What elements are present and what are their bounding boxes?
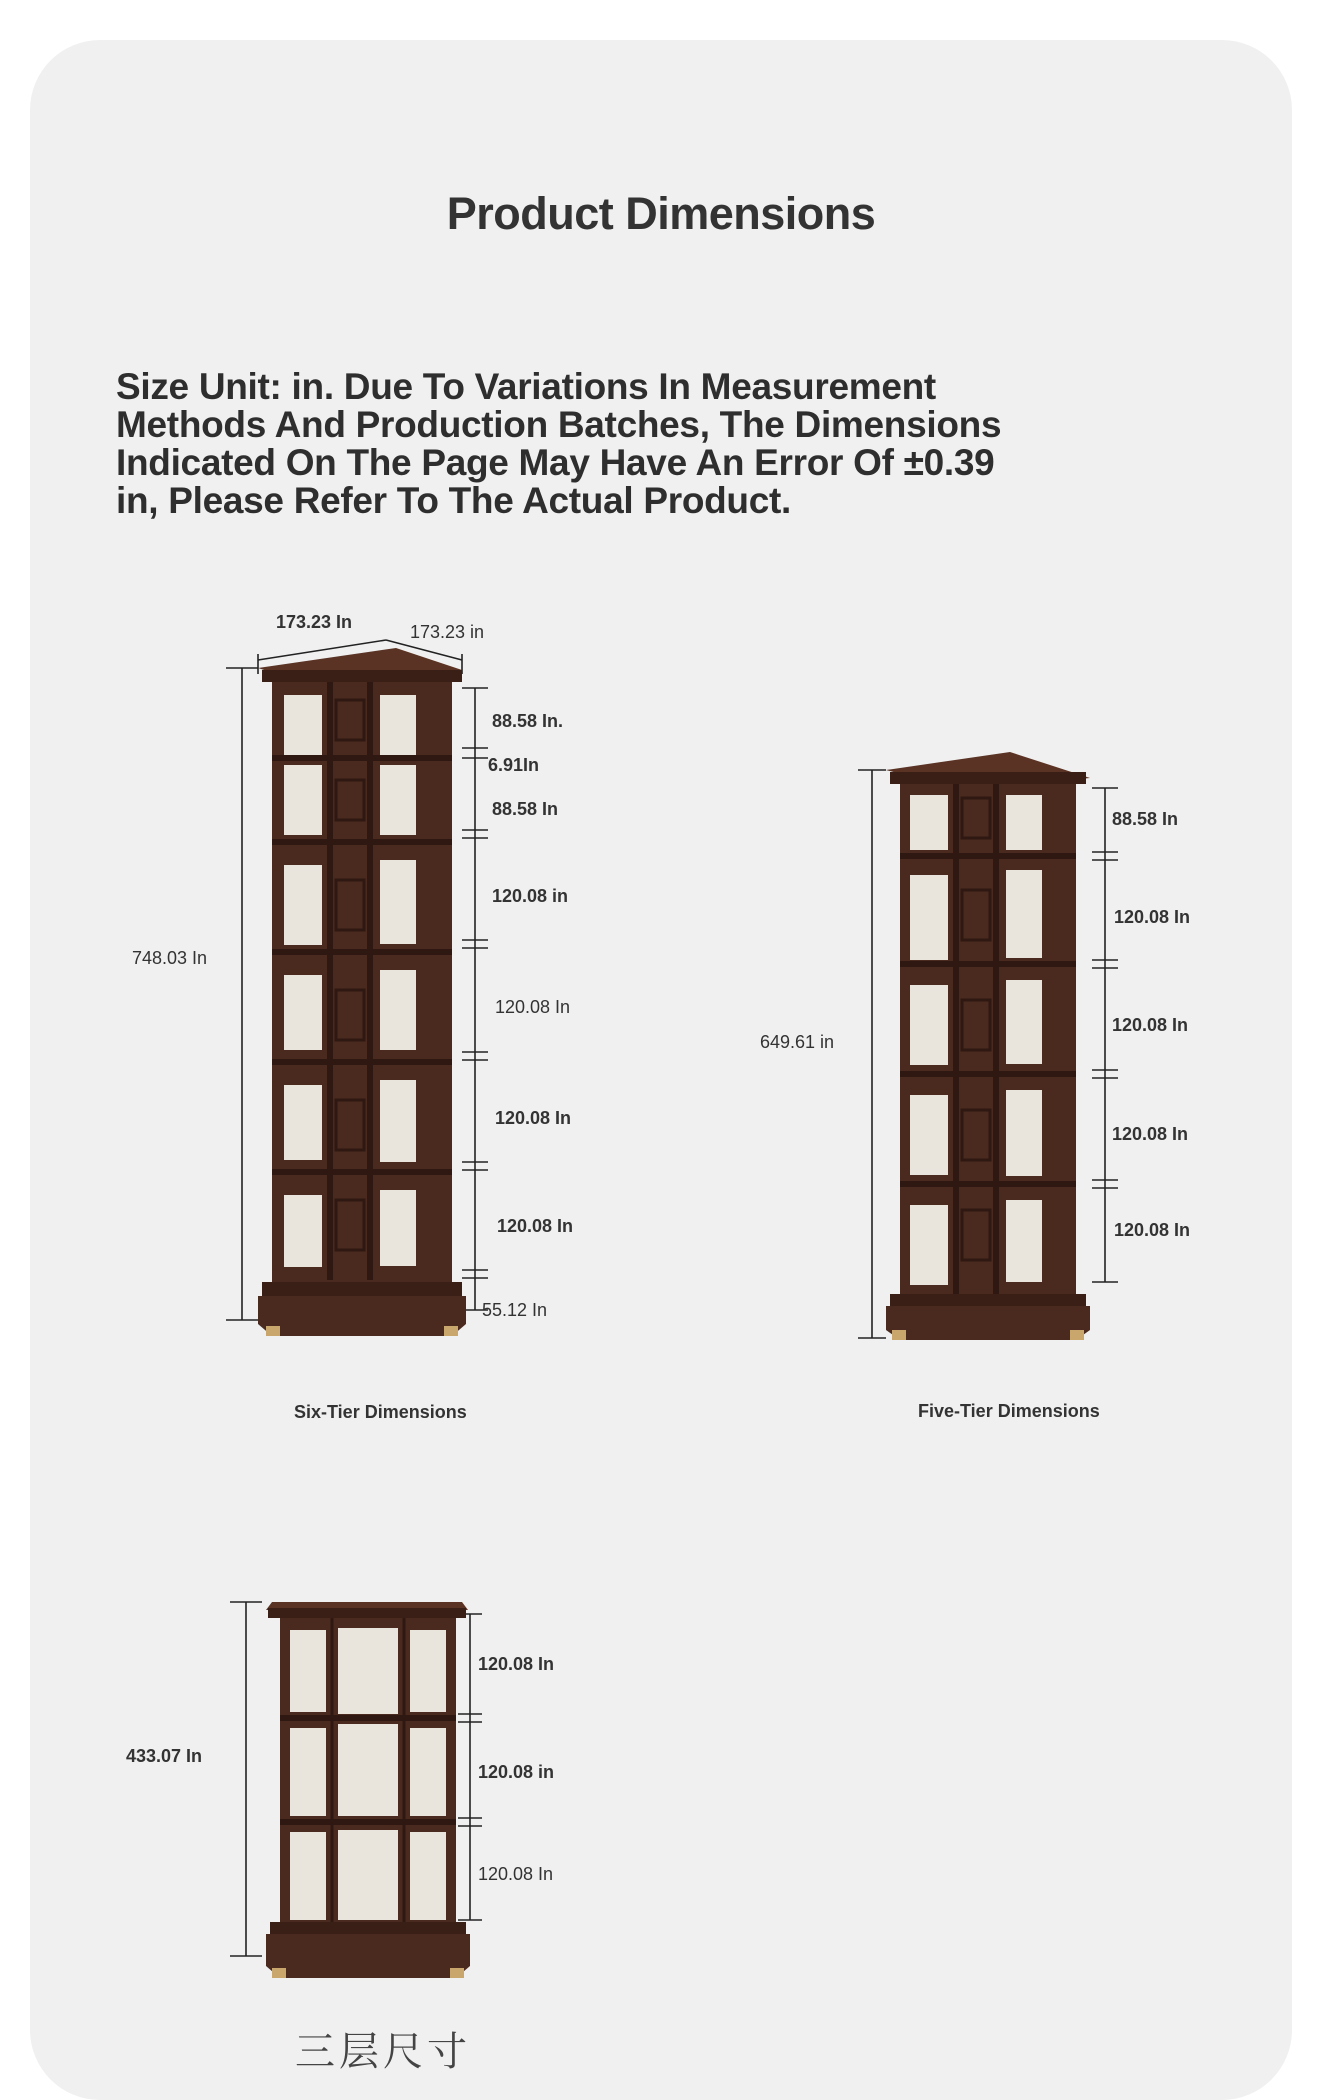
five-tier-segment-2: 120.08 In <box>1114 907 1191 927</box>
six-tier-segment-8: 55.12 In <box>482 1300 548 1320</box>
five-tier-height-label: 649.61 in <box>760 1032 835 1052</box>
six-tier-segment-3: 88.58 In <box>492 799 559 819</box>
six-tier-depth-label: 173.23 in <box>410 622 485 642</box>
five-tier-segment-5: 120.08 In <box>1114 1220 1191 1240</box>
six-tier-segment-7: 120.08 In <box>497 1216 574 1236</box>
six-tier-segment-2: 6.91In <box>488 755 540 775</box>
three-tier-height-label: 433.07 In <box>126 1746 203 1766</box>
six-tier-segment-1: 88.58 In. <box>492 711 564 731</box>
six-tier-segment-6: 120.08 In <box>495 1108 572 1128</box>
five-tier-segment-4: 120.08 In <box>1112 1124 1189 1144</box>
five-tier-segment-1: 88.58 In <box>1112 809 1179 829</box>
six-tier-caption: Six-Tier Dimensions <box>294 1402 467 1422</box>
five-tier-caption: Five-Tier Dimensions <box>918 1401 1100 1421</box>
three-tier-segment-1: 120.08 In <box>478 1654 555 1674</box>
six-tier-segment-5: 120.08 In <box>495 997 571 1017</box>
three-tier-caption: 三层尺寸 <box>295 2030 471 2074</box>
six-tier-height-label: 748.03 In <box>132 948 208 968</box>
five-tier-segment-3: 120.08 In <box>1112 1015 1189 1035</box>
six-tier-segment-4: 120.08 in <box>492 886 569 906</box>
six-tier-width-label: 173.23 In <box>276 612 353 632</box>
three-tier-segment-3: 120.08 In <box>478 1864 554 1884</box>
page-title: Product Dimensions <box>446 188 876 239</box>
three-tier-segment-2: 120.08 in <box>478 1762 555 1782</box>
size-note: Size Unit: in. Due To Variations In Measurement Methods And Production Batches, The Dimensions Indicated On The Page May Have An Error Of ±0.39 in, Please Refer To The Actual Product. <box>116 366 1002 521</box>
